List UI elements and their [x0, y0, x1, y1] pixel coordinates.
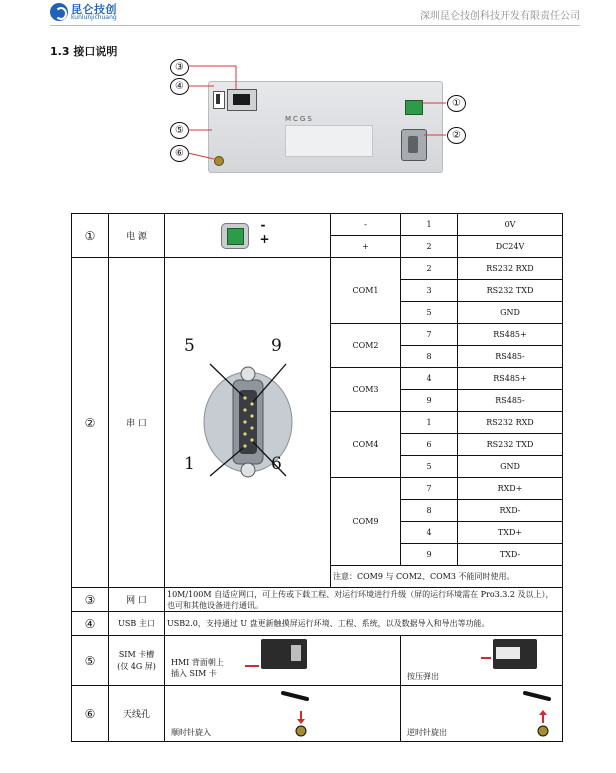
serial-signal: GND — [458, 302, 563, 324]
callout-1: ① — [447, 95, 466, 112]
power-terminal-icon — [405, 100, 423, 115]
sim-eject-icon — [493, 639, 537, 669]
page-header — [0, 0, 616, 26]
com-group-name: COM4 — [331, 412, 401, 478]
hmi-back-panel — [208, 81, 443, 173]
serial-pin: 5 — [401, 302, 458, 324]
power-connector-icon — [221, 223, 249, 249]
table-row — [72, 636, 563, 686]
serial-signal: GND — [458, 456, 563, 478]
serial-pin: 1 — [401, 412, 458, 434]
antenna-screw-in-cell — [165, 686, 401, 742]
row-index: ② — [72, 258, 109, 588]
serial-pin: 2 — [401, 258, 458, 280]
company-name: 深圳昆仑技创科技开发有限责任公司 — [420, 11, 580, 22]
terminal-pin: 1 — [401, 214, 458, 236]
callout-5: ⑤ — [170, 122, 189, 139]
antenna-hole-icon — [214, 156, 224, 166]
terminal-sign: - — [331, 214, 401, 236]
row-name: 天线孔 — [109, 686, 165, 742]
serial-pin: 6 — [401, 434, 458, 456]
terminal-signal: 0V — [458, 214, 563, 236]
power-connector-cell — [165, 214, 331, 258]
serial-signal: RS232 TXD — [458, 280, 563, 302]
callout-2: ② — [447, 127, 466, 144]
row-name-sub: (仅 4G 屏) — [117, 661, 156, 671]
row-index: ⑤ — [72, 636, 109, 686]
db9-port-icon — [401, 129, 427, 161]
serial-pin: 9 — [401, 544, 458, 566]
antenna-screw-out-cell — [401, 686, 563, 742]
row-index: ③ — [72, 588, 109, 612]
com-group-name: COM9 — [331, 478, 401, 566]
antenna-out-caption: 逆时针旋出 — [407, 727, 447, 737]
serial-pin: 9 — [401, 390, 458, 412]
table-row — [72, 214, 563, 236]
serial-pin: 8 — [401, 500, 458, 522]
serial-signal: RS485+ — [458, 324, 563, 346]
minus-label: - — [260, 217, 266, 232]
sim-card-icon — [261, 639, 307, 669]
row-index: ⑥ — [72, 686, 109, 742]
terminal-pin: 2 — [401, 236, 458, 258]
ethernet-port-icon — [227, 89, 257, 111]
antenna-in-caption: 顺时针旋入 — [171, 727, 211, 737]
terminal-sign: + — [331, 236, 401, 258]
callout-3: ③ — [170, 59, 189, 76]
antenna-screw-in-icon — [277, 689, 317, 739]
serial-signal: TXD+ — [458, 522, 563, 544]
pin-label-9: 9 — [271, 335, 282, 356]
row-name: 网 口 — [109, 588, 165, 612]
table-row — [72, 258, 563, 280]
device-brand: MCGS — [285, 115, 314, 123]
plus-label: + — [259, 231, 270, 246]
table-row — [72, 686, 563, 742]
terminal-signal: DC24V — [458, 236, 563, 258]
serial-pin: 4 — [401, 368, 458, 390]
usb-desc: USB2.0，支持通过 U 盘更新触摸屏运行环境、工程、系统，以及数据导入和导出等功能。 — [165, 612, 563, 636]
serial-pin: 4 — [401, 522, 458, 544]
serial-signal: RS485- — [458, 346, 563, 368]
sim-insert-caption-1: HMI 背面朝上 — [171, 657, 224, 667]
insert-arrow-icon — [245, 665, 259, 667]
com-group-name: COM1 — [331, 258, 401, 324]
serial-signal: TXD- — [458, 544, 563, 566]
logo-en: kunlunjichuang — [71, 13, 117, 21]
callout-4: ④ — [170, 78, 189, 95]
serial-signal: RS485- — [458, 390, 563, 412]
eject-arrow-icon — [481, 657, 491, 659]
logo-icon — [50, 3, 68, 21]
usb-port-icon — [213, 91, 225, 109]
db9-connector-cell — [165, 258, 331, 588]
sim-insert-cell — [165, 636, 401, 686]
com-group-name: COM3 — [331, 368, 401, 412]
row-name: 电 源 — [109, 214, 165, 258]
device-label-sticker — [285, 125, 373, 157]
pin-label-5: 5 — [184, 335, 195, 356]
row-name: SIM 卡槽 — [118, 649, 155, 659]
serial-pin: 7 — [401, 324, 458, 346]
serial-signal: RS485+ — [458, 368, 563, 390]
table-row — [72, 612, 563, 636]
serial-pin: 3 — [401, 280, 458, 302]
sim-eject-caption: 按压弹出 — [407, 671, 439, 681]
row-index: ④ — [72, 612, 109, 636]
serial-pin: 5 — [401, 456, 458, 478]
company-logo — [50, 3, 117, 21]
serial-note: 注意：COM9 与 COM2、COM3 不能同时使用。 — [331, 566, 563, 588]
sim-eject-cell — [401, 636, 563, 686]
serial-pin: 8 — [401, 346, 458, 368]
serial-signal: RXD- — [458, 500, 563, 522]
network-desc: 10M/100M 自适应网口，可上传或下载工程、对运行环境进行升级（屏的运行环境需在 Pro3.3.2 及以上），也可和其他设备进行通讯。 — [165, 588, 563, 612]
com-group-name: COM2 — [331, 324, 401, 368]
row-name-cell — [109, 636, 165, 686]
sim-insert-caption-2: 插入 SIM 卡 — [171, 668, 217, 678]
logo-cn: 昆仑技创 — [71, 2, 117, 16]
row-name: 串 口 — [109, 258, 165, 588]
pin-label-1: 1 — [184, 453, 195, 474]
antenna-screw-out-icon — [519, 689, 559, 739]
pin-label-6: 6 — [271, 453, 282, 474]
callout-6: ⑥ — [170, 145, 189, 162]
row-name: USB 主口 — [109, 612, 165, 636]
table-row — [72, 588, 563, 612]
db9-connector-diagram — [188, 352, 308, 492]
serial-signal: RS232 TXD — [458, 434, 563, 456]
serial-signal: RS232 RXD — [458, 258, 563, 280]
header-divider — [50, 25, 580, 26]
serial-signal: RS232 RXD — [458, 412, 563, 434]
serial-pin: 7 — [401, 478, 458, 500]
serial-signal: RXD+ — [458, 478, 563, 500]
row-index: ① — [72, 214, 109, 258]
interface-table — [71, 213, 563, 742]
section-title: 1.3 接口说明 — [50, 45, 118, 58]
